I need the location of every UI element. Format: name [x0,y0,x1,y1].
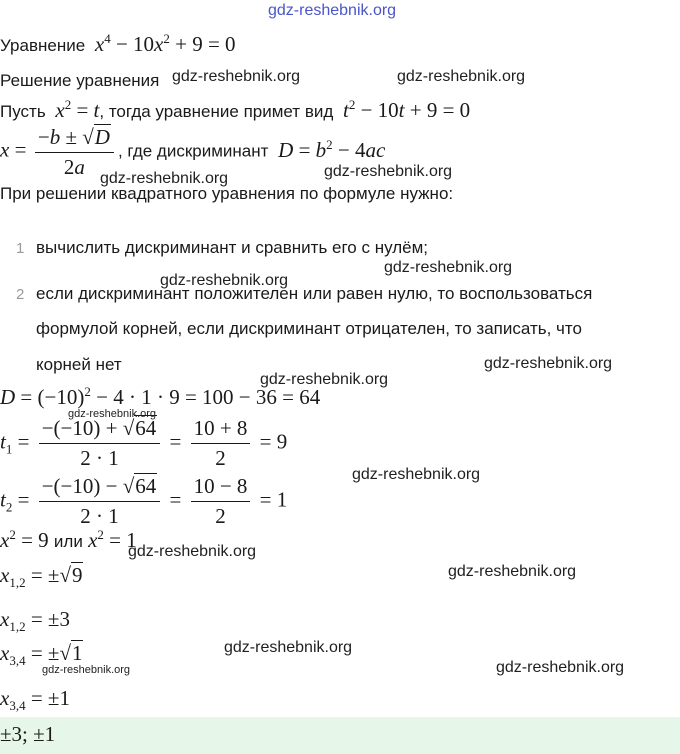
watermark: gdz-reshebnik.org [172,68,301,85]
watermark: gdz-reshebnik.org [384,259,513,276]
watermark: gdz-reshebnik.org [260,371,389,388]
answer-band [0,717,680,754]
watermark: gdz-reshebnik.org [324,163,453,180]
solution-heading: Решение уравнения [0,71,160,90]
watermark: gdz-reshebnik.org [397,68,526,85]
watermark: gdz-reshebnik.org [484,355,613,372]
substitution-line: Пусть $x^2 = t$, тогда уравнение примет вид $t^2 - 10t + 9 = 0$ [0,97,471,122]
or-word: или [53,532,83,551]
substitution-text-b: , тогда уравнение примет вид [99,102,334,121]
list-item-text: корней нет [36,355,122,374]
watermark: gdz-reshebnik.org [448,563,577,580]
quadratic-formula-line: x = $\frac{-b \pm √D}{2a}$ , где дискриминант $D = b^2 - 4ac$ [0,125,386,179]
watermark: gdz-reshebnik.org [128,543,257,560]
instructions-heading: При решении квадратного уравнения по формуле нужно: [0,184,454,203]
list-item-number: 1 [16,240,25,257]
watermark: gdz-reshebnik.org [42,664,131,676]
equation-formula: $x^4 - 10x^2 + 9 = 0$ [94,31,236,56]
root-x12-radical: $x_{1,2} = \pm√9$ [0,563,83,590]
root-t2: $t_2$ = $\frac{-(-10) - √64}{2 \cdot 1}$ = $\frac{10 - 8}{2}$ = 1 [0,474,288,528]
quadratic-formula-fraction: $\frac{-b \pm √D}{2a}$ [35,125,114,180]
watermark: gdz-reshebnik.org [496,659,625,676]
back-substitution: $x^2 = 9$ или $x^2 = 1$ [0,527,137,552]
watermark: gdz-reshebnik.org [160,272,289,289]
substitution-text-a: Пусть [0,102,46,121]
watermark: gdz-reshebnik.org [352,466,481,483]
discriminant-text: , где дискриминант [117,141,269,161]
root-t1: $t_1$ = $\frac{-(-10) + √64}{2 \cdot 1}$ = $\frac{10 + 8}{2}$ = 9 [0,416,288,470]
watermark: gdz-reshebnik.org [268,2,397,19]
equation-label: Уравнение [0,36,86,55]
watermark: gdz-reshebnik.org [100,170,229,187]
list-item-text: вычислить дискриминант и сравнить его с нулём; [36,238,429,257]
list-item-text: формулой корней, если дискриминант отрицателен, то записать, что [36,319,582,338]
list-item-text: если дискриминант положителен или равен нулю, то воспользоваться [36,284,593,303]
root-x12: $x_{1,2} = \pm 3$ [0,607,70,634]
list-item-number: 2 [16,286,25,303]
discriminant-calculation: $D = (-10)^2 - 4 \cdot 1 \cdot 9 = 100 - 36 = 64$ [0,384,321,409]
equation-line [0,32,236,57]
root-x34: $x_{3,4} = \pm 1$ [0,686,70,713]
root-x34-radical: $x_{3,4} = \pm√1$ [0,641,83,668]
watermark: gdz-reshebnik.org [224,639,353,656]
watermark: gdz-reshebnik.org [68,408,157,420]
final-answer: ±3; ±1 [0,722,56,746]
